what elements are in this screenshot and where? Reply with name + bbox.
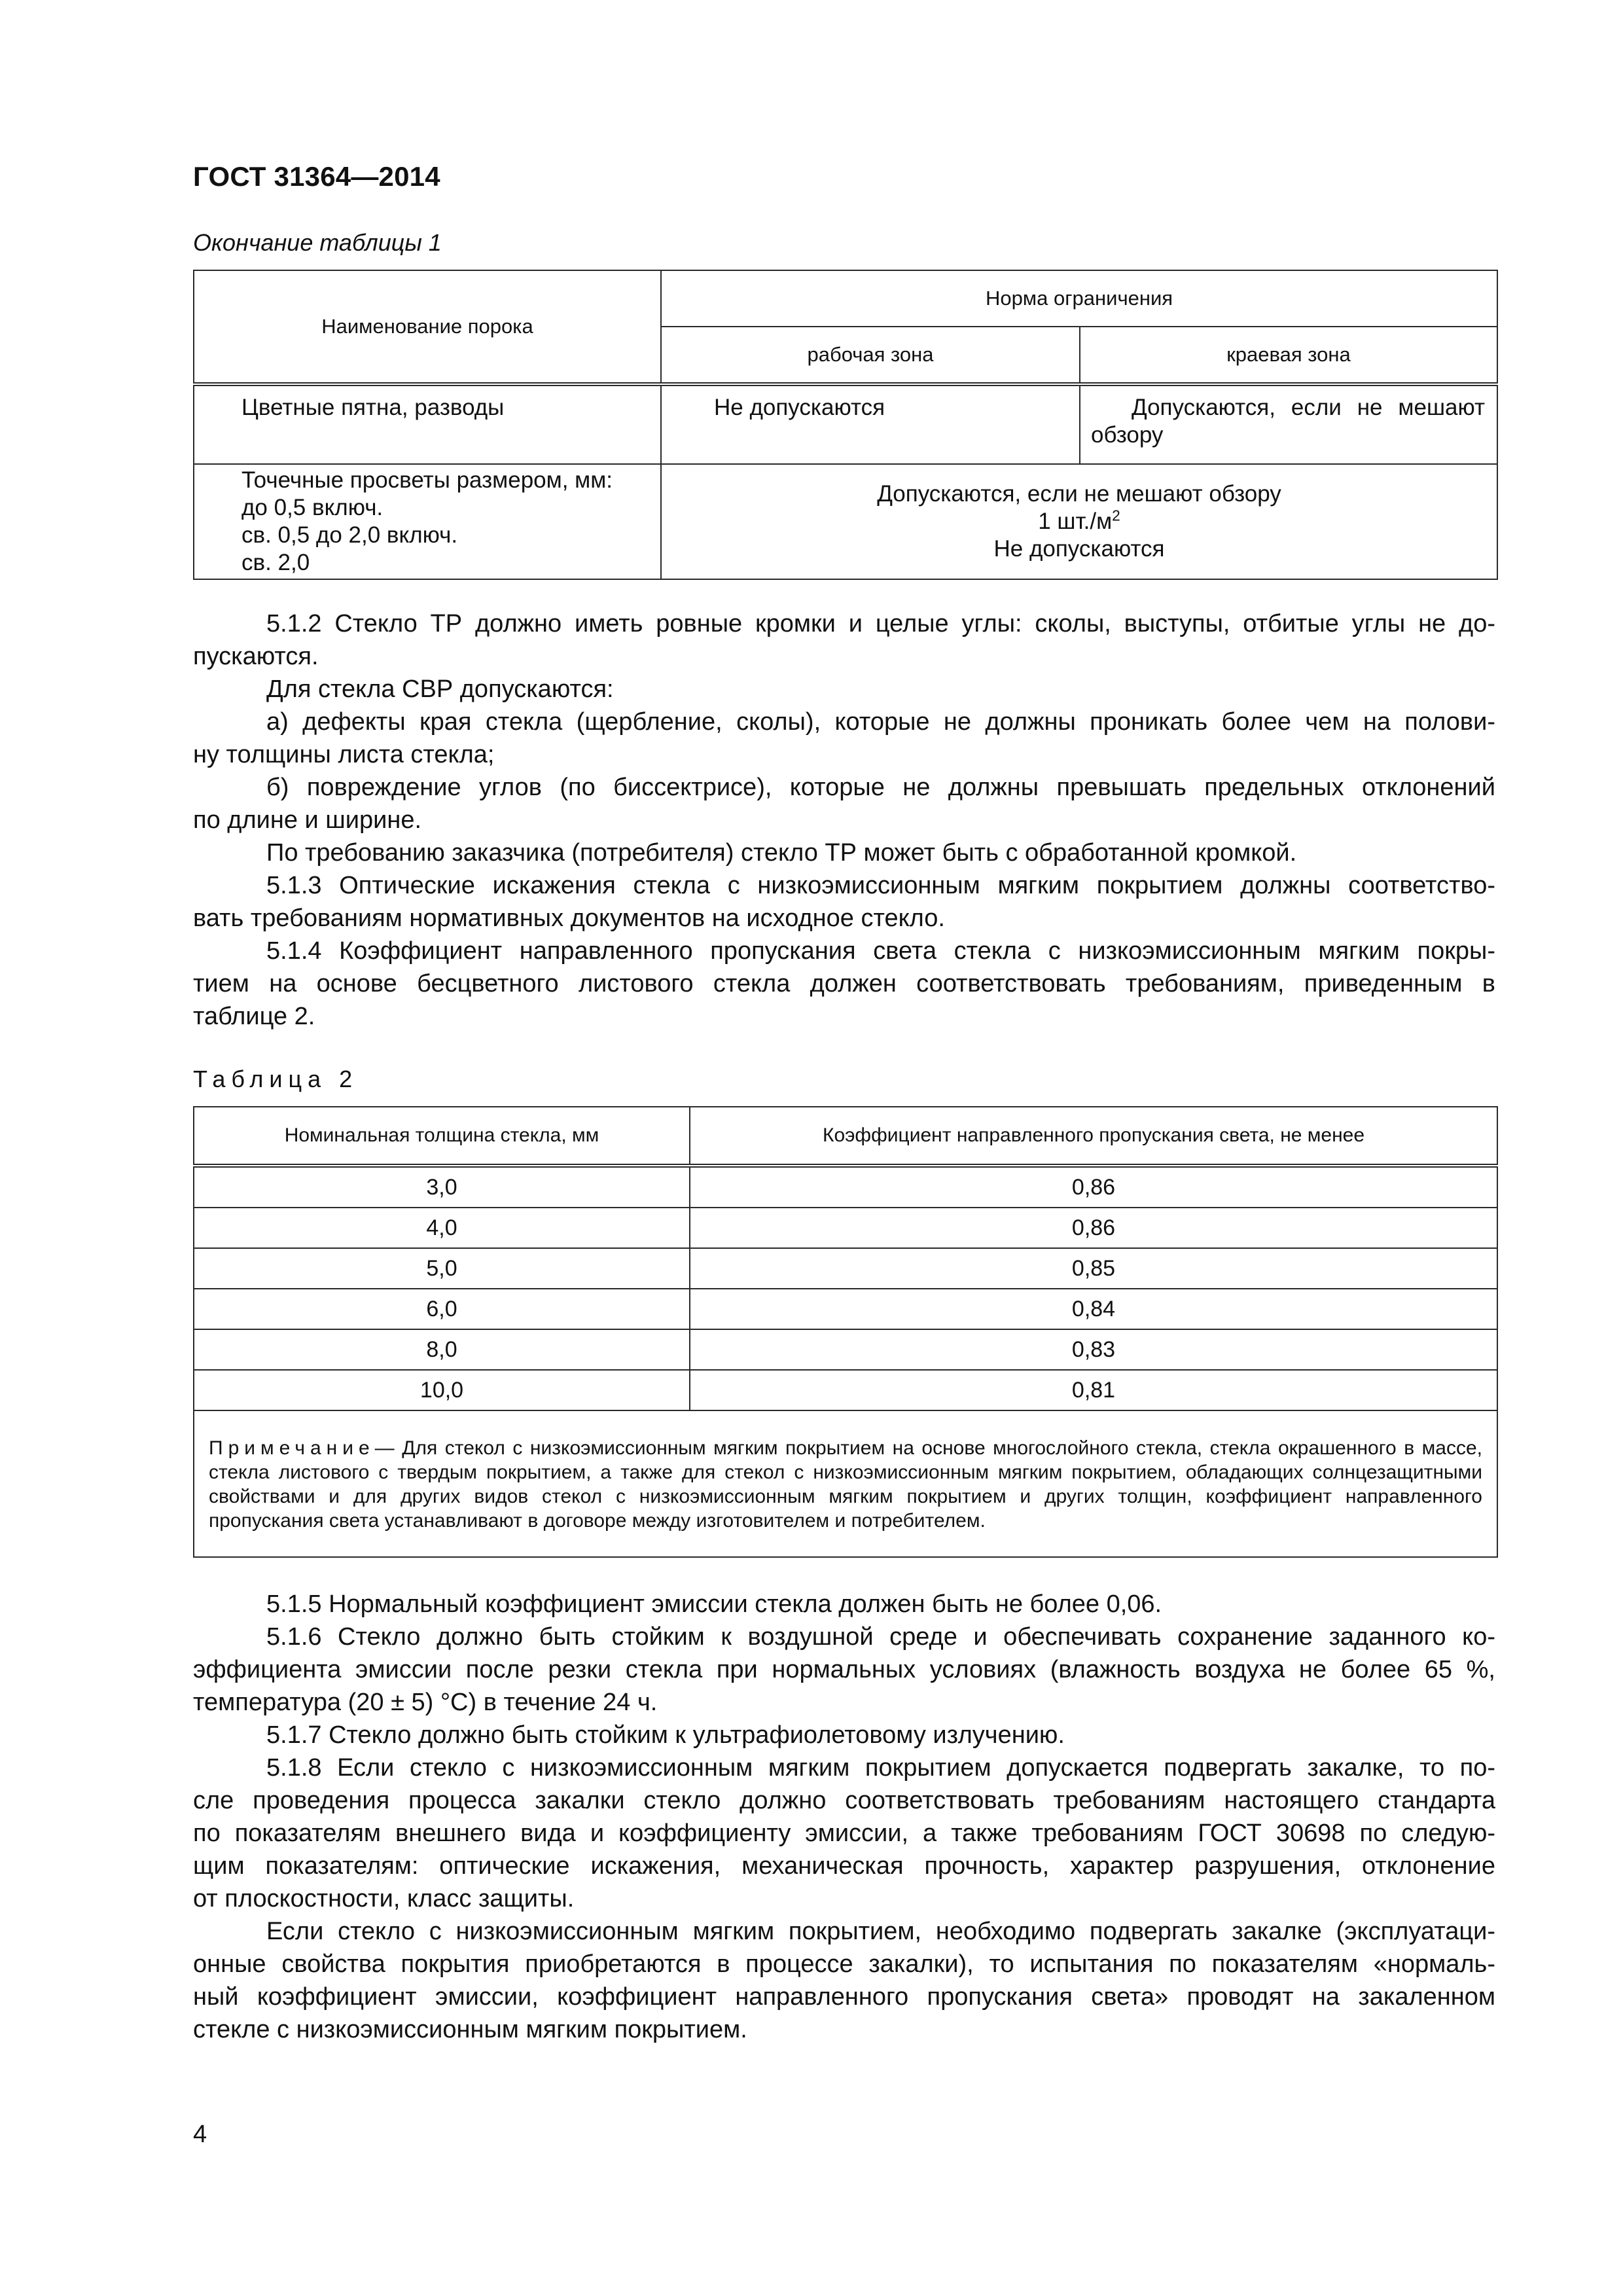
table1-row2-name-line: Точечные просветы размером, мм: [241, 467, 613, 493]
table2-thickness: 5,0 [194, 1248, 690, 1289]
table1-row2-value: Не допускаются [993, 536, 1165, 562]
table1-row1-edge [1080, 384, 1497, 464]
table2-coefficient: 0,81 [690, 1370, 1497, 1410]
table2-coefficient: 0,85 [690, 1248, 1497, 1289]
text-line: ный коэффициент эмиссии, коэффициент направленного пропускания света» проводят на закаленном [193, 1983, 1495, 2011]
table-row [194, 464, 1497, 579]
table2-label: Таблица 2 [193, 1066, 359, 1092]
text-line: ну толщины листа стекла; [193, 741, 495, 768]
table1-caption: Окончание таблицы 1 [193, 229, 442, 256]
table2-header-coefficient: Коэффициент направленного пропускания света, не менее [690, 1107, 1497, 1166]
text-line: по показателям внешнего вида и коэффициенту эмиссии, а также требованиям ГОСТ 30698 по следую- [193, 1820, 1495, 1847]
text-line: сле проведения процесса закалки стекло должно соответствовать требованиям настоящего стандарта [193, 1787, 1495, 1814]
text-line: а) дефекты края стекла (щербление, сколы), которые не должны проникать более чем на полови- [266, 708, 1495, 736]
text-line: 5.1.3 Оптические искажения стекла с низкоэмиссионным мягким покрытием должны соответство- [266, 872, 1495, 899]
table-row [194, 1248, 1497, 1289]
table1-row2-name-line: св. 0,5 до 2,0 включ. [241, 522, 458, 548]
text-line: таблице 2. [193, 1003, 315, 1030]
document-code: ГОСТ 31364—2014 [193, 161, 440, 192]
table-row [194, 384, 1497, 464]
table1-header-work-zone: рабочая зона [661, 327, 1080, 384]
table2-thickness: 4,0 [194, 1208, 690, 1248]
table1-row2-value-exponent: 2 [1112, 507, 1120, 524]
table-2 [193, 1106, 1498, 1558]
text-line: 5.1.2 Стекло ТР должно иметь ровные кромки и целые углы: сколы, выступы, отбитые углы не до- [266, 610, 1495, 637]
text-line: по длине и ширине. [193, 806, 422, 834]
clause-5-1-2 [193, 607, 1495, 1033]
text-line: По требованию заказчика (потребителя) стекло ТР может быть с обработанной кромкой. [266, 839, 1297, 867]
table1-row2-name-line: св. 2,0 [241, 550, 310, 575]
table2-coefficient: 0,86 [690, 1166, 1497, 1208]
table1-row2-name-line: до 0,5 включ. [241, 495, 383, 520]
table1-row2-value-unit: 1 шт./м [1038, 509, 1113, 534]
table1-row1-name: Цветные пятна, разводы [194, 384, 661, 464]
text-line: пускаются. [193, 643, 319, 670]
table2-thickness: 6,0 [194, 1289, 690, 1329]
text-line: 5.1.7 Стекло должно быть стойким к ультрафиолетовому излучению. [266, 1721, 1065, 1749]
text-line: тием на основе бесцветного листового стекла должен соответствовать требованиям, приведенным в [193, 970, 1495, 997]
text-line: 5.1.4 Коэффициент направленного пропускания света стекла с низкоэмиссионным мягким покры- [266, 937, 1495, 965]
table2-note [194, 1410, 1497, 1557]
table1-row1-edge-line2: обзору [1091, 422, 1164, 448]
note-text: — Для стекол с низкоэмиссионным мягким покрытием на основе многослойного стекла, стекла окрашенного в массе, стекла листового с твердым покрытием, а также для стекол с низкоэмиссионным мягким покрытием, обладающих солнцезащитными свойствами и для других видов стекол с низкоэмиссионным мягким покрытием и других толщин, коэффициент направленного пропускания света устанавливают в договоре между изготовителем и потребителем. [209, 1437, 1482, 1532]
text-line: щим показателям: оптические искажения, механическая прочность, характер разрушения, отклонение [193, 1852, 1495, 1880]
text-line: от плоскостности, класс защиты. [193, 1885, 575, 1912]
table2-thickness: 10,0 [194, 1370, 690, 1410]
table1-header-edge-zone: краевая зона [1080, 327, 1497, 384]
text-line: эффициента эмиссии после резки стекла при нормальных условиях (влажность воздуха не более 65 %, [193, 1656, 1495, 1683]
clauses-5-1-5-to-5-1-8 [193, 1588, 1495, 2046]
table1-row1-work: Не допускаются [661, 384, 1080, 464]
page-number: 4 [193, 2121, 207, 2148]
table2-thickness: 8,0 [194, 1329, 690, 1370]
table1-header-name: Наименование порока [194, 270, 661, 384]
text-line: 5.1.5 Нормальный коэффициент эмиссии стекла должен быть не более 0,06. [266, 1590, 1162, 1618]
table-1 [193, 270, 1498, 580]
table-row [194, 1289, 1497, 1329]
table1-row2-value: Допускаются, если не мешают обзору [877, 481, 1281, 507]
table-row [194, 1370, 1497, 1410]
table2-coefficient: 0,84 [690, 1289, 1497, 1329]
table-row [194, 1166, 1497, 1208]
table1-row2-name [194, 464, 661, 579]
text-line: температура (20 ± 5) °С) в течение 24 ч. [193, 1689, 658, 1716]
text-line: онные свойства покрытия приобретаются в процессе закалки), то испытания по показателям «нормаль- [193, 1950, 1495, 1978]
text-line: Если стекло с низкоэмиссионным мягким покрытием, необходимо подвергать закалке (эксплуатаци- [266, 1918, 1495, 1945]
note-label: Примечание [209, 1437, 375, 1459]
table1-row2-values [661, 464, 1497, 579]
table2-coefficient: 0,83 [690, 1329, 1497, 1370]
table1-header-norm: Норма ограничения [661, 270, 1497, 327]
text-line: вать требованиям нормативных документов на исходное стекло. [193, 905, 945, 932]
table1-row1-edge-line1: Допускаются, если не мешают [1132, 395, 1485, 420]
table-row [194, 1208, 1497, 1248]
text-line: 5.1.8 Если стекло с низкоэмиссионным мягким покрытием допускается подвергать закалке, то по- [266, 1754, 1495, 1782]
text-line: 5.1.6 Стекло должно быть стойким к воздушной среде и обеспечивать сохранение заданного ко- [266, 1623, 1495, 1651]
text-line: б) повреждение углов (по биссектрисе), которые не должны превышать предельных отклонений [266, 774, 1495, 801]
table2-header-thickness: Номинальная толщина стекла, мм [194, 1107, 690, 1166]
table2-thickness: 3,0 [194, 1166, 690, 1208]
text-line: Для стекла СВР допускаются: [266, 675, 614, 703]
table1-row2-value [662, 508, 1497, 535]
text-line: стекле с низкоэмиссионным мягким покрытием. [193, 2016, 747, 2043]
table2-coefficient: 0,86 [690, 1208, 1497, 1248]
table-row [194, 1329, 1497, 1370]
